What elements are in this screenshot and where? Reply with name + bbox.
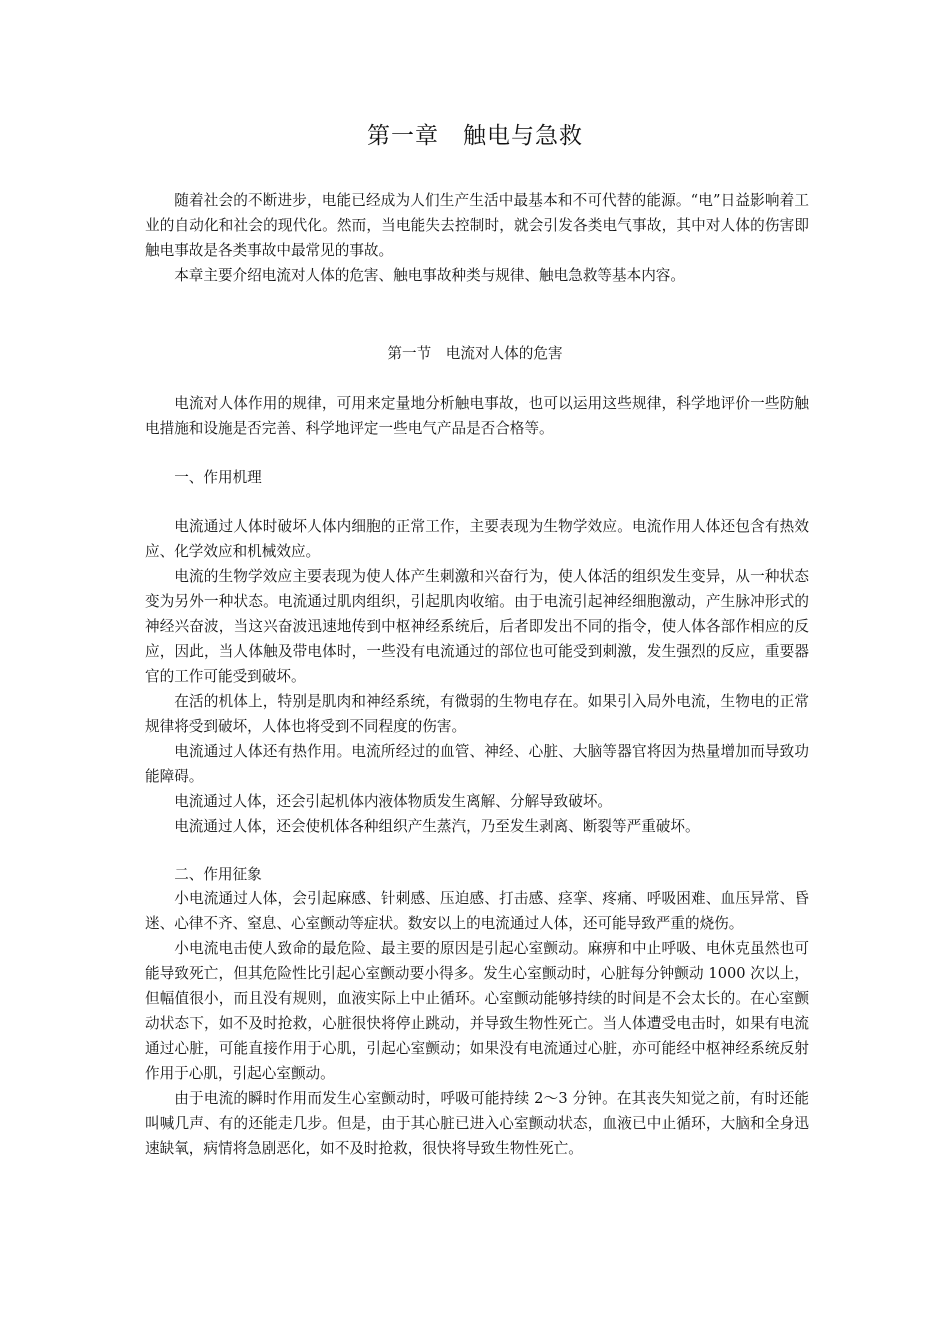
section-intro (145, 391, 809, 441)
mechanism-body (145, 514, 809, 839)
mechanism-paragraph: 电流通过人体，还会引起机体内液体物质发生离解、分解导致破坏。 (174, 793, 613, 810)
subheading-symptoms: 二、作用征象 (174, 866, 262, 883)
mechanism-paragraph: 在活的机体上，特别是肌肉和神经系统，有微弱的生物电存在。如果引入局外电流，生物电的正常规律将受到破坏，人体也将受到不同程度的伤害。 (145, 693, 809, 735)
symptoms-paragraph: 由于电流的瞬时作用而发生心室颤动时，呼吸可能持续 2～3 分钟。在其丧失知觉之前，有时还能叫喊几声、有的还能走几步。但是，由于其心脏已进入心室颤动状态，血液已中止循环，大脑和全身迅速缺氧，病情将急剧恶化，如不及时抢救，很快将导致生物性死亡。 (145, 1090, 809, 1157)
section-title: 第一节 电流对人体的危害 (387, 345, 563, 362)
mechanism-paragraph: 电流通过人体时破坏人体内细胞的正常工作，主要表现为生物学效应。电流作用人体还包含有热效应、化学效应和机械效应。 (145, 518, 809, 560)
intro-paragraph: 随着社会的不断进步，电能已经成为人们生产生活中最基本和不可代替的能源。“电”日益影响着工业的自动化和社会的现代化。然而，当电能失去控制时，就会引发各类电气事故，其中对人体的伤害即触电事故是各类事故中最常见的事故。 (145, 192, 809, 259)
subheading-mechanism: 一、作用机理 (174, 469, 262, 486)
symptoms-paragraph: 小电流通过人体，会引起麻感、针刺感、压迫感、打击感、痉挛、疼痛、呼吸困难、血压异常、昏迷、心律不齐、窒息、心室颤动等症状。数安以上的电流通过人体，还可能导致严重的烧伤。 (145, 890, 809, 932)
section-intro-paragraph: 电流对人体作用的规律，可用来定量地分析触电事故，也可以运用这些规律，科学地评价一些防触电措施和设施是否完善、科学地评定一些电气产品是否合格等。 (145, 395, 809, 437)
symptoms-body (145, 886, 809, 1161)
chapter-title: 第一章 触电与急救 (367, 123, 583, 149)
chapter-intro (145, 188, 809, 288)
intro-paragraph: 本章主要介绍电流对人体的危害、触电事故种类与规律、触电急救等基本内容。 (174, 267, 685, 284)
mechanism-paragraph: 电流通过人体，还会使机体各种组织产生蒸汽，乃至发生剥离、断裂等严重破坏。 (174, 818, 700, 835)
mechanism-paragraph: 电流的生物学效应主要表现为使人体产生刺激和兴奋行为，使人体活的组织发生变异，从一种状态变为另外一种状态。电流通过肌肉组织，引起肌肉收缩。由于电流引起神经细胞激动，产生脉冲形式的神经兴奋波，当这兴奋波迅速地传到中枢神经系统后，后者即发出不同的指令，使人体各部作相应的反应，因此，当人体触及带电体时，一些没有电流通过的部位也可能受到刺激，发生强烈的反应，重要器官的工作可能受到破坏。 (145, 568, 809, 685)
mechanism-paragraph: 电流通过人体还有热作用。电流所经过的血管、神经、心脏、大脑等器官将因为热量增加而导致功能障碍。 (145, 743, 809, 785)
symptoms-paragraph: 小电流电击使人致命的最危险、最主要的原因是引起心室颤动。麻痹和中止呼吸、电休克虽然也可能导致死亡，但其危险性比引起心室颤动要小得多。发生心室颤动时，心脏每分钟颤动 1000 次以上，但幅值很小，而且没有规则，血液实际上中止循环。心室颤动能够持续的时间是不会太长的。在心室颤动状态下，如不及时抢救，心脏很快将停止跳动，并导致生物性死亡。当人体遭受电击时，如果有电流通过心脏，可能直接作用于心肌，引起心室颤动；如果没有电流通过心脏，亦可能经中枢神经系统反射作用于心肌，引起心室颤动。 (145, 940, 809, 1082)
